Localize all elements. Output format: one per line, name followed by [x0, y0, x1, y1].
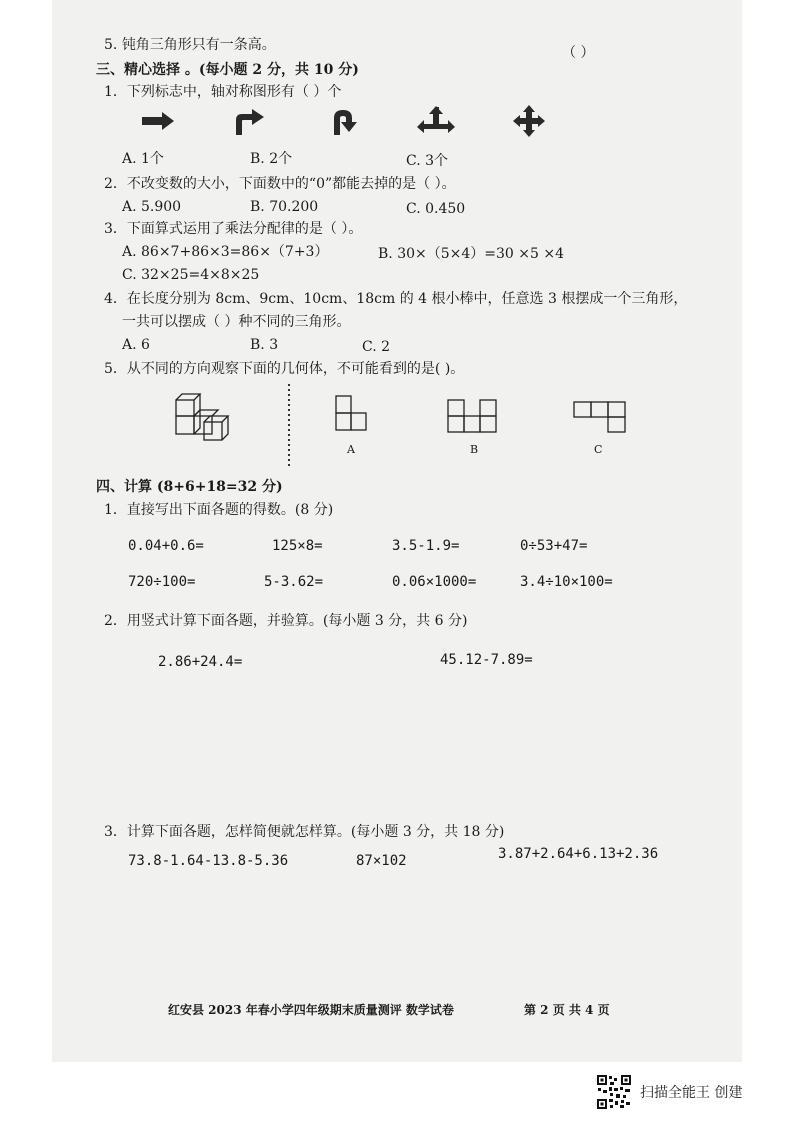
arrow-right-icon	[140, 110, 176, 132]
p2-q5-text: 钝角三角形只有一条高。	[121, 37, 276, 53]
p3-q1-option-a: A. 1个	[122, 151, 164, 167]
p4-s1-r2-c2: 5-3.62=	[264, 574, 324, 590]
p4-s1-r2-c1: 720÷100=	[128, 574, 196, 590]
four-way-arrow-icon	[512, 104, 546, 138]
p4-s3-item2: 87×102	[356, 853, 407, 869]
scanner-badge-text: 扫描全能王 创建	[640, 1085, 743, 1101]
p4-s1-stem: 1．直接写出下面各题的得数。(8 分)	[104, 502, 334, 518]
p4-s3-stem: 3．计算下面各题，怎样简便就怎样算。(每小题 3 分，共 18 分)	[104, 824, 505, 840]
view-a-label: A	[347, 443, 355, 456]
p3-q3-stem: 3．下面算式运用了乘法分配律的是（ ）。	[104, 221, 363, 237]
dotted-divider	[286, 384, 292, 466]
p3-q4-stem-line1: 4．在长度分别为 8cm、9cm、10cm、18cm 的 4 根小棒中，任意选 3 根摆成一个三角形，	[104, 291, 688, 307]
p4-s2-stem: 2．用竖式计算下面各题，并验算。(每小题 3 分，共 6 分)	[104, 613, 468, 629]
view-c-figure	[572, 400, 630, 436]
p3-q3-option-b: B. 30×（5×4）=30 ×5 ×4	[378, 246, 564, 262]
p3-q4-stem-line2: 一共可以摆成（ ）种不同的三角形。	[122, 314, 351, 330]
p3-q2-stem: 2．不改变数的大小，下面数中的“0”都能去掉的是（ ）。	[104, 176, 456, 192]
footer-page: 第 2 页 共 4 页	[524, 1003, 610, 1017]
p4-s3-item3: 3.87+2.64+6.13+2.36	[498, 846, 659, 862]
p2-q5	[104, 36, 276, 54]
p3-q2-option-a: A. 5.900	[122, 199, 182, 215]
p4-s2-item1: 2.86+24.4=	[158, 654, 243, 670]
view-b-figure	[446, 398, 502, 436]
part4-heading: 四、计算 (8+6+18=32 分)	[96, 479, 283, 495]
p3-q4-option-a: A. 6	[122, 337, 150, 353]
footer-title: 红安县 2023 年春小学四年级期末质量测评 数学试卷	[168, 1003, 454, 1017]
view-a-figure	[334, 394, 370, 434]
p4-s1-r1-c1: 0.04+0.6=	[128, 538, 204, 554]
p3-q1-stem: 1．下列标志中，轴对称图形有（ ）个	[104, 84, 342, 100]
cube-solid-figure	[172, 390, 244, 444]
u-turn-arrow-icon	[330, 108, 360, 136]
p3-q3-option-c: C. 32×25=4×8×25	[122, 267, 260, 283]
p4-s1-r1-c4: 0÷53+47=	[520, 538, 588, 554]
p3-q1-option-c: C. 3个	[406, 153, 449, 169]
qr-code-icon	[596, 1074, 632, 1110]
p3-q4-option-c: C. 2	[362, 339, 391, 355]
p4-s1-r2-c4: 3.4÷10×100=	[520, 574, 613, 590]
p3-q1-option-b: B. 2个	[250, 151, 293, 167]
p4-s1-r1-c3: 3.5-1.9=	[392, 538, 460, 554]
p4-s1-r2-c3: 0.06×1000=	[392, 574, 477, 590]
p4-s2-item2: 45.12-7.89=	[440, 652, 533, 668]
p2-q5-num: 5.	[104, 37, 118, 53]
p4-s1-r1-c2: 125×8=	[272, 538, 323, 554]
p3-q2-option-c: C. 0.450	[406, 201, 466, 217]
p2-q5-bracket: （ ）	[562, 45, 595, 61]
p3-q2-option-b: B. 70.200	[250, 199, 319, 215]
p3-q4-option-b: B. 3	[250, 337, 279, 353]
p3-q5-stem: 5．从不同的方向观察下面的几何体，不可能看到的是( )。	[104, 361, 465, 377]
double-arrow-up-icon	[416, 106, 456, 134]
p4-s3-item1: 73.8-1.64-13.8-5.36	[128, 853, 289, 869]
p3-q3-option-a: A. 86×7+86×3=86×（7+3）	[122, 244, 329, 260]
view-c-label: C	[594, 443, 603, 456]
turn-right-arrow-icon	[232, 108, 266, 136]
part3-heading: 三、精心选择 。(每小题 2 分，共 10 分)	[96, 62, 359, 78]
view-b-label: B	[470, 443, 479, 456]
